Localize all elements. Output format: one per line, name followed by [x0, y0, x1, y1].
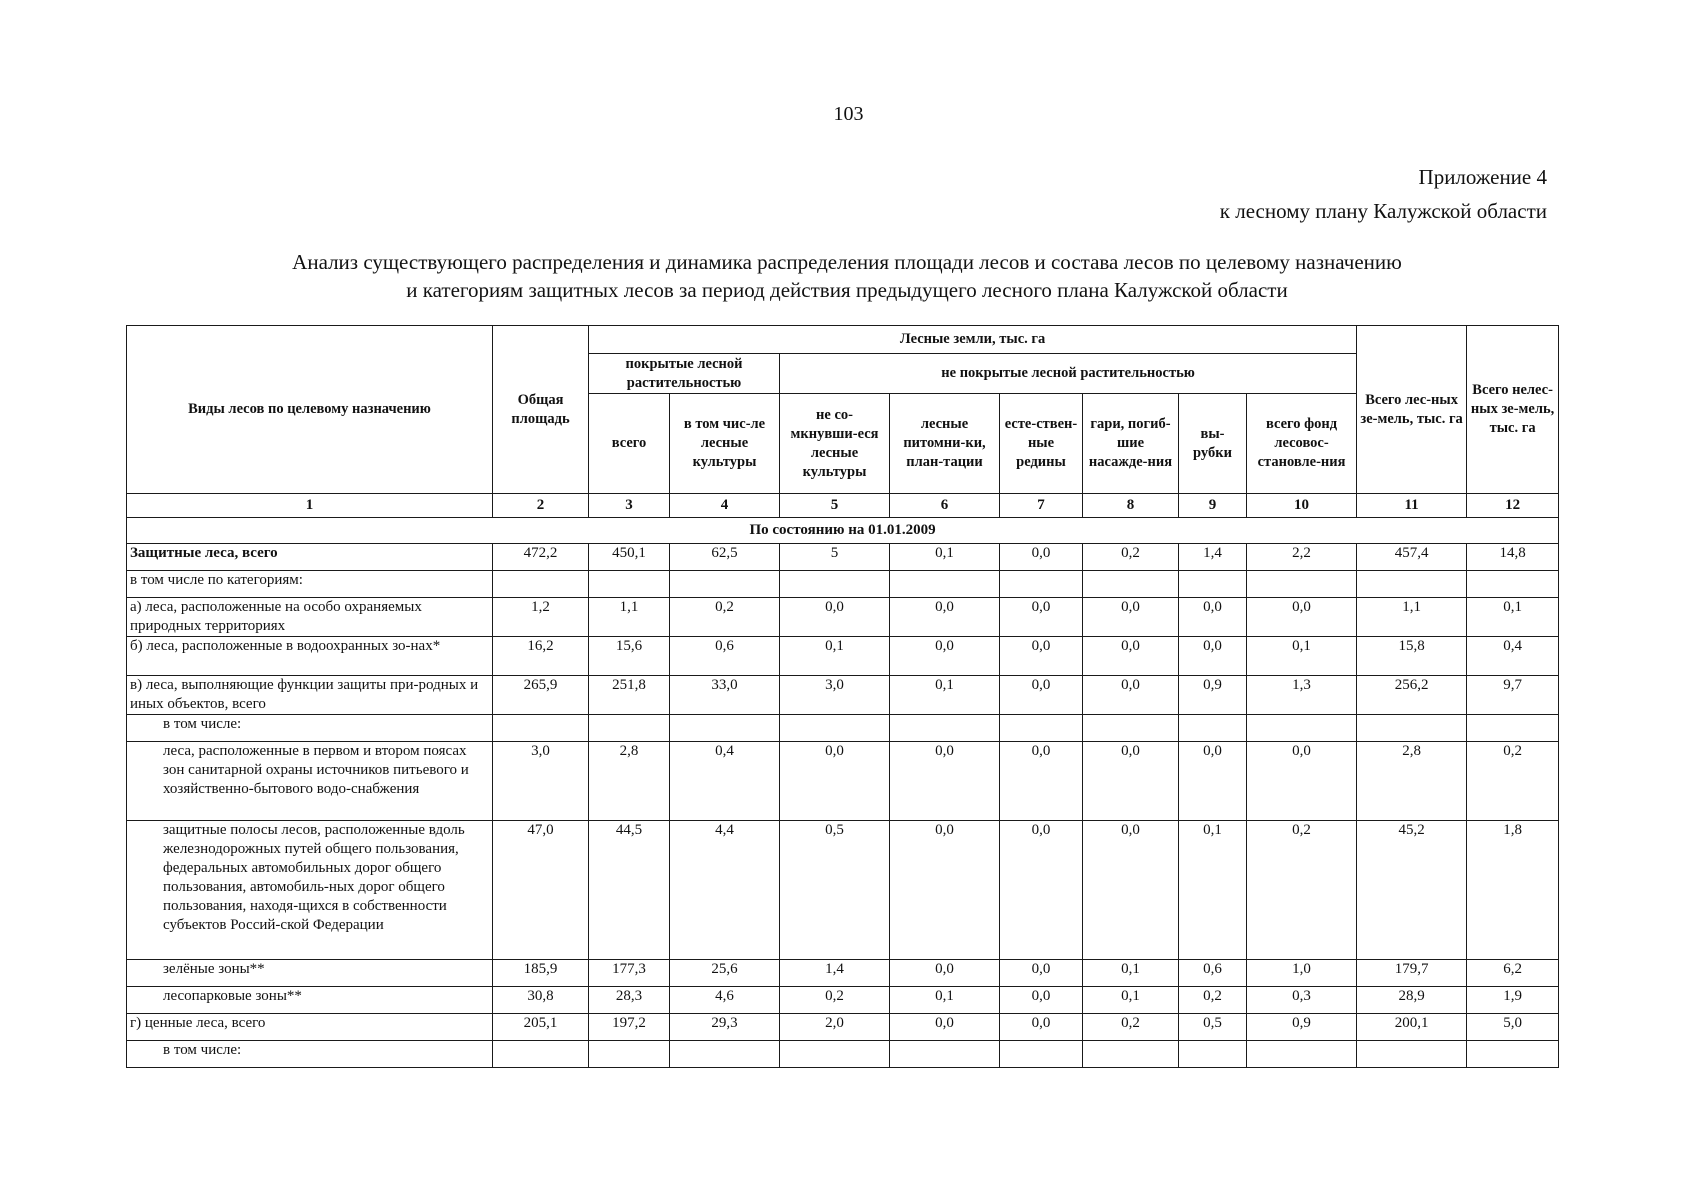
- row-value: [589, 571, 670, 598]
- row-value: [1467, 1041, 1559, 1068]
- header-nurseries: лесные питомни-ки, план-тации: [890, 394, 1000, 494]
- row-value: 0,1: [780, 637, 890, 676]
- row-value: 0,0: [1179, 598, 1247, 637]
- row-name: леса, расположенные в первом и втором поясах зон санитарной охраны источников питьевого и хозяйственно-бытового водо-снабжения: [127, 742, 493, 821]
- row-value: 44,5: [589, 821, 670, 960]
- table-row: [127, 715, 1559, 742]
- section-row: [127, 518, 1559, 544]
- header-natural-gaps: есте-ствен-ные редины: [1000, 394, 1083, 494]
- row-value: 15,6: [589, 637, 670, 676]
- row-value: [890, 571, 1000, 598]
- row-value: [1247, 715, 1357, 742]
- row-value: 179,7: [1357, 960, 1467, 987]
- row-value: 0,0: [780, 742, 890, 821]
- row-name: лесопарковые зоны**: [127, 987, 493, 1014]
- row-value: 0,1: [1179, 821, 1247, 960]
- row-value: [1083, 1041, 1179, 1068]
- row-value: 25,6: [670, 960, 780, 987]
- page-number: 103: [833, 103, 864, 125]
- row-value: 185,9: [493, 960, 589, 987]
- table-row: [127, 742, 1559, 821]
- row-value: 0,4: [1467, 637, 1559, 676]
- column-number: 12: [1467, 494, 1559, 518]
- row-value: [1247, 571, 1357, 598]
- row-value: 1,1: [1357, 598, 1467, 637]
- row-value: [780, 715, 890, 742]
- row-name: б) леса, расположенные в водоохранных зо-нах*: [127, 637, 493, 676]
- header-burned: гари, погиб-шие насажде-ния: [1083, 394, 1179, 494]
- row-value: [780, 1041, 890, 1068]
- row-value: 45,2: [1357, 821, 1467, 960]
- row-value: 450,1: [589, 544, 670, 571]
- row-value: 0,6: [1179, 960, 1247, 987]
- row-value: 3,0: [780, 676, 890, 715]
- row-value: 457,4: [1357, 544, 1467, 571]
- row-value: 0,0: [1179, 742, 1247, 821]
- row-value: 28,3: [589, 987, 670, 1014]
- row-value: 28,9: [1357, 987, 1467, 1014]
- row-value: 1,8: [1467, 821, 1559, 960]
- row-value: [1357, 1041, 1467, 1068]
- row-value: 0,2: [1083, 544, 1179, 571]
- row-value: 0,0: [1000, 1014, 1083, 1041]
- row-value: 2,2: [1247, 544, 1357, 571]
- row-value: 0,0: [890, 598, 1000, 637]
- row-name: в том числе по категориям:: [127, 571, 493, 598]
- row-value: 0,0: [1000, 742, 1083, 821]
- row-value: 0,0: [1083, 598, 1179, 637]
- table-row: [127, 637, 1559, 676]
- column-number: 7: [1000, 494, 1083, 518]
- row-value: 0,1: [1467, 598, 1559, 637]
- row-value: 0,1: [1247, 637, 1357, 676]
- table-row: [127, 960, 1559, 987]
- column-number: 5: [780, 494, 890, 518]
- row-value: 2,8: [589, 742, 670, 821]
- appendix-line-2: к лесному плану Калужской области: [1219, 199, 1547, 223]
- row-value: 0,0: [1000, 987, 1083, 1014]
- row-name: зелёные зоны**: [127, 960, 493, 987]
- row-value: 0,2: [670, 598, 780, 637]
- row-value: [1357, 571, 1467, 598]
- row-value: 5,0: [1467, 1014, 1559, 1041]
- column-number: 10: [1247, 494, 1357, 518]
- forest-distribution-table: [126, 325, 1559, 1068]
- table-row: [127, 676, 1559, 715]
- row-value: [1357, 715, 1467, 742]
- row-value: 205,1: [493, 1014, 589, 1041]
- row-value: 47,0: [493, 821, 589, 960]
- column-number: 2: [493, 494, 589, 518]
- title-line-2: и категориям защитных лесов за период действия предыдущего лесного плана Калужской области: [406, 278, 1288, 302]
- header-covered-total: всего: [589, 394, 670, 494]
- row-value: 0,2: [1083, 1014, 1179, 1041]
- column-number: 1: [127, 494, 493, 518]
- header-clearings: вы-рубки: [1179, 394, 1247, 494]
- row-value: [493, 1041, 589, 1068]
- column-number: 8: [1083, 494, 1179, 518]
- row-value: [670, 715, 780, 742]
- table-row: [127, 1014, 1559, 1041]
- row-name: в том числе:: [127, 1041, 493, 1068]
- row-value: 1,3: [1247, 676, 1357, 715]
- row-value: 0,0: [780, 598, 890, 637]
- row-value: [1179, 571, 1247, 598]
- row-value: 1,4: [780, 960, 890, 987]
- row-value: 0,2: [1247, 821, 1357, 960]
- row-value: [493, 571, 589, 598]
- row-value: 0,0: [890, 637, 1000, 676]
- row-value: 16,2: [493, 637, 589, 676]
- column-number: 6: [890, 494, 1000, 518]
- row-value: 30,8: [493, 987, 589, 1014]
- row-value: 0,9: [1179, 676, 1247, 715]
- row-value: 1,0: [1247, 960, 1357, 987]
- header-all-nonforest-lands: Всего нелес-ных зе-мель, тыс. га: [1467, 326, 1559, 494]
- row-value: [589, 715, 670, 742]
- row-value: 1,2: [493, 598, 589, 637]
- row-value: 0,0: [1000, 544, 1083, 571]
- row-value: 472,2: [493, 544, 589, 571]
- row-value: 0,1: [890, 987, 1000, 1014]
- row-value: 0,0: [1083, 742, 1179, 821]
- row-value: [493, 715, 589, 742]
- row-value: 1,9: [1467, 987, 1559, 1014]
- table-row: [127, 1041, 1559, 1068]
- appendix-note: [1220, 160, 1547, 228]
- row-value: 62,5: [670, 544, 780, 571]
- row-value: 2,8: [1357, 742, 1467, 821]
- row-value: 0,0: [890, 960, 1000, 987]
- section-label: По состоянию на 01.01.2009: [127, 518, 1559, 544]
- row-value: 5: [780, 544, 890, 571]
- document-title: [150, 248, 1544, 304]
- table-row: [127, 571, 1559, 598]
- row-value: 0,6: [670, 637, 780, 676]
- row-name: в) леса, выполняющие функции защиты при-родных и иных объектов, всего: [127, 676, 493, 715]
- header-forest-lands: Лесные земли, тыс. га: [589, 326, 1357, 354]
- row-value: 0,0: [890, 1014, 1000, 1041]
- row-value: 0,5: [1179, 1014, 1247, 1041]
- row-name: защитные полосы лесов, расположенные вдоль железнодорожных путей общего пользования, федеральных автомобильных дорог общего пользования, автомобиль-ных дорог общего пользования, находя-щихся в собственности субъектов Россий-ской Федерации: [127, 821, 493, 960]
- row-value: 0,0: [1000, 676, 1083, 715]
- row-value: 0,1: [1083, 960, 1179, 987]
- table-row: [127, 544, 1559, 571]
- header-total-area: Общая площадь: [493, 326, 589, 494]
- row-value: 197,2: [589, 1014, 670, 1041]
- row-value: 1,4: [1179, 544, 1247, 571]
- row-value: 0,0: [1000, 821, 1083, 960]
- row-value: 0,0: [1000, 960, 1083, 987]
- row-name: в том числе:: [127, 715, 493, 742]
- row-value: 0,0: [890, 742, 1000, 821]
- table-row: [127, 821, 1559, 960]
- row-value: [890, 1041, 1000, 1068]
- row-value: [1083, 571, 1179, 598]
- row-value: 0,0: [1247, 598, 1357, 637]
- row-name: Защитные леса, всего: [127, 544, 493, 571]
- row-value: [1000, 571, 1083, 598]
- row-value: 15,8: [1357, 637, 1467, 676]
- row-value: 0,5: [780, 821, 890, 960]
- column-number: 11: [1357, 494, 1467, 518]
- header-covered: покрытые лесной растительностью: [589, 354, 780, 394]
- row-value: 2,0: [780, 1014, 890, 1041]
- row-value: 200,1: [1357, 1014, 1467, 1041]
- row-value: 4,4: [670, 821, 780, 960]
- row-value: [670, 1041, 780, 1068]
- table-row: [127, 598, 1559, 637]
- row-value: 0,0: [1247, 742, 1357, 821]
- title-line-1: Анализ существующего распределения и динамика распределения площади лесов и состава лесов по целевому назначению: [292, 250, 1402, 274]
- row-value: [1467, 571, 1559, 598]
- row-value: 33,0: [670, 676, 780, 715]
- row-value: [1467, 715, 1559, 742]
- header-reforestation-fund: всего фонд лесовос-становле-ния: [1247, 394, 1357, 494]
- row-value: 3,0: [493, 742, 589, 821]
- row-value: 265,9: [493, 676, 589, 715]
- row-value: [1000, 715, 1083, 742]
- row-value: 0,0: [1083, 637, 1179, 676]
- column-number: 9: [1179, 494, 1247, 518]
- row-value: 0,3: [1247, 987, 1357, 1014]
- row-value: [1179, 1041, 1247, 1068]
- header-covered-cultures: в том чис-ле лесные культуры: [670, 394, 780, 494]
- row-value: 14,8: [1467, 544, 1559, 571]
- row-value: 0,2: [780, 987, 890, 1014]
- row-value: 0,1: [890, 676, 1000, 715]
- row-value: 0,0: [1083, 821, 1179, 960]
- row-value: 0,1: [890, 544, 1000, 571]
- row-value: 256,2: [1357, 676, 1467, 715]
- row-name: г) ценные леса, всего: [127, 1014, 493, 1041]
- row-value: [780, 571, 890, 598]
- row-value: 0,0: [1000, 598, 1083, 637]
- column-number-row: [127, 494, 1559, 518]
- row-value: 0,2: [1179, 987, 1247, 1014]
- row-value: 0,0: [1000, 637, 1083, 676]
- row-value: [1083, 715, 1179, 742]
- row-value: 1,1: [589, 598, 670, 637]
- row-value: 9,7: [1467, 676, 1559, 715]
- column-number: 3: [589, 494, 670, 518]
- row-value: [1247, 1041, 1357, 1068]
- row-value: [589, 1041, 670, 1068]
- header-types: Виды лесов по целевому назначению: [127, 326, 493, 494]
- row-value: 29,3: [670, 1014, 780, 1041]
- table-row: [127, 987, 1559, 1014]
- row-value: [1000, 1041, 1083, 1068]
- row-value: 177,3: [589, 960, 670, 987]
- column-number: 4: [670, 494, 780, 518]
- row-value: 251,8: [589, 676, 670, 715]
- row-value: 0,4: [670, 742, 780, 821]
- row-value: 0,0: [1179, 637, 1247, 676]
- header-not-covered: не покрытые лесной растительностью: [780, 354, 1357, 394]
- row-value: 0,9: [1247, 1014, 1357, 1041]
- row-name: а) леса, расположенные на особо охраняемых природных территориях: [127, 598, 493, 637]
- row-value: 0,2: [1467, 742, 1559, 821]
- row-value: 0,0: [1083, 676, 1179, 715]
- row-value: [890, 715, 1000, 742]
- row-value: 6,2: [1467, 960, 1559, 987]
- row-value: [670, 571, 780, 598]
- row-value: 0,1: [1083, 987, 1179, 1014]
- row-value: 0,0: [890, 821, 1000, 960]
- header-unclosed-cultures: не со-мкнувши-еся лесные культуры: [780, 394, 890, 494]
- header-all-forest-lands: Всего лес-ных зе-мель, тыс. га: [1357, 326, 1467, 494]
- row-value: 4,6: [670, 987, 780, 1014]
- appendix-line-1: Приложение 4: [1418, 165, 1547, 189]
- row-value: [1179, 715, 1247, 742]
